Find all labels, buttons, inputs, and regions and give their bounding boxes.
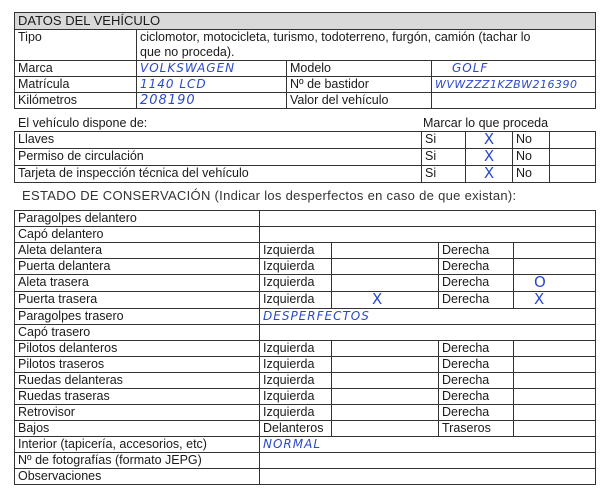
si-checkbox[interactable] <box>466 132 513 149</box>
bastidor-label: Nº de bastidor <box>287 77 432 93</box>
izquierda-label: Izquierda <box>260 341 332 357</box>
observaciones-value[interactable] <box>260 469 596 485</box>
delanteros-label: Delanteros <box>260 421 332 437</box>
marcar-header: Marcar lo que proceda <box>423 116 549 130</box>
izquierda-value[interactable] <box>332 373 439 389</box>
row-label: Aleta trasera <box>15 275 260 292</box>
derecha-value[interactable] <box>514 259 596 275</box>
izquierda-value[interactable] <box>332 341 439 357</box>
modelo-label: Modelo <box>287 61 432 77</box>
x-mark-icon: X <box>483 148 495 165</box>
si-checkbox[interactable] <box>466 149 513 166</box>
row-label: Puerta trasera <box>15 292 260 309</box>
izquierda-label: Izquierda <box>260 373 332 389</box>
row-label: Pilotos traseros <box>15 357 260 373</box>
paragolpes-trasero-value[interactable]: DESPERFECTOS <box>260 309 596 325</box>
row-label: Retrovisor <box>15 405 260 421</box>
derecha-label: Derecha <box>439 275 514 292</box>
derecha-value[interactable] <box>514 292 596 309</box>
izquierda-value[interactable] <box>332 357 439 373</box>
modelo-value[interactable]: GOLF <box>432 61 596 77</box>
si-label: Si <box>422 149 466 166</box>
row-label: Capó trasero <box>15 325 260 341</box>
tipo-text-line2: que no proceda). <box>140 45 235 59</box>
capo-trasero-value[interactable] <box>260 325 596 341</box>
estado-table <box>14 210 596 485</box>
circle-mark-icon: O <box>534 274 546 291</box>
row-label: Paragolpes trasero <box>15 309 260 325</box>
estado-title: ESTADO DE CONSERVACIÓN (Indicar los desperfectos en caso de que existan): <box>22 188 517 203</box>
row-label: Observaciones <box>15 469 260 485</box>
dispone-row-label: Llaves <box>15 132 422 149</box>
no-label: No <box>513 166 550 183</box>
no-checkbox[interactable] <box>550 132 596 149</box>
no-checkbox[interactable] <box>550 149 596 166</box>
paragolpes-delantero-value[interactable] <box>260 211 596 227</box>
fotografias-value[interactable] <box>260 453 596 469</box>
derecha-value[interactable] <box>514 405 596 421</box>
x-mark-icon: X <box>372 291 383 308</box>
row-label: Capó delantero <box>15 227 260 243</box>
no-label: No <box>513 132 550 149</box>
si-label: Si <box>422 166 466 183</box>
derecha-label: Derecha <box>439 259 514 275</box>
dispone-row-label: Tarjeta de inspección técnica del vehículo <box>15 166 422 183</box>
derecha-label: Derecha <box>439 405 514 421</box>
izquierda-label: Izquierda <box>260 405 332 421</box>
derecha-label: Derecha <box>439 357 514 373</box>
izquierda-value[interactable] <box>332 275 439 292</box>
derecha-value[interactable] <box>514 275 596 292</box>
dispone-table <box>14 131 596 183</box>
izquierda-label: Izquierda <box>260 259 332 275</box>
derecha-label: Derecha <box>439 341 514 357</box>
derecha-value[interactable] <box>514 243 596 259</box>
matricula-value[interactable]: 1140 LCD <box>137 77 287 93</box>
row-label: Pilotos delanteros <box>15 341 260 357</box>
izquierda-label: Izquierda <box>260 243 332 259</box>
no-checkbox[interactable] <box>550 166 596 183</box>
bastidor-value[interactable]: WVWZZZ1KZBW216390 <box>432 77 596 93</box>
izquierda-value[interactable] <box>332 405 439 421</box>
izquierda-label: Izquierda <box>260 389 332 405</box>
derecha-label: Derecha <box>439 373 514 389</box>
datos-table <box>14 12 596 109</box>
row-label: Nº de fotografías (formato JEPG) <box>15 453 260 469</box>
valor-label: Valor del vehículo <box>287 93 432 109</box>
marca-value[interactable]: VOLKSWAGEN <box>137 61 287 77</box>
x-mark-icon: X <box>483 165 495 182</box>
dispone-row-label: Permiso de circulación <box>15 149 422 166</box>
x-mark-icon: X <box>534 291 545 308</box>
izquierda-value[interactable] <box>332 389 439 405</box>
izquierda-value[interactable] <box>332 243 439 259</box>
derecha-value[interactable] <box>514 341 596 357</box>
izquierda-value[interactable] <box>332 259 439 275</box>
row-label: Aleta delantera <box>15 243 260 259</box>
si-checkbox[interactable] <box>466 166 513 183</box>
izquierda-label: Izquierda <box>260 357 332 373</box>
derecha-value[interactable] <box>514 373 596 389</box>
tipo-text <box>137 30 596 61</box>
km-label: Kilómetros <box>15 93 137 109</box>
valor-value[interactable] <box>432 93 596 109</box>
izquierda-label: Izquierda <box>260 292 332 309</box>
x-mark-icon: X <box>483 131 495 148</box>
dispone-intro: El vehículo dispone de: <box>18 116 148 130</box>
no-label: No <box>513 149 550 166</box>
delanteros-value[interactable] <box>332 421 439 437</box>
row-label: Ruedas delanteras <box>15 373 260 389</box>
row-label: Bajos <box>15 421 260 437</box>
derecha-label: Derecha <box>439 243 514 259</box>
interior-value[interactable]: NORMAL <box>260 437 596 453</box>
row-label: Paragolpes delantero <box>15 211 260 227</box>
derecha-label: Derecha <box>439 292 514 309</box>
traseros-label: Traseros <box>439 421 514 437</box>
derecha-value[interactable] <box>514 357 596 373</box>
tipo-label: Tipo <box>15 30 137 61</box>
km-value[interactable]: 208190 <box>137 93 287 109</box>
derecha-value[interactable] <box>514 389 596 405</box>
row-label: Ruedas traseras <box>15 389 260 405</box>
row-label: Interior (tapicería, accesorios, etc) <box>15 437 260 453</box>
derecha-label: Derecha <box>439 389 514 405</box>
izquierda-value[interactable] <box>332 292 439 309</box>
capo-delantero-value[interactable] <box>260 227 596 243</box>
row-label: Puerta delantera <box>15 259 260 275</box>
datos-title: DATOS DEL VEHÍCULO <box>15 13 596 30</box>
si-label: Si <box>422 132 466 149</box>
marca-label: Marca <box>15 61 137 77</box>
matricula-label: Matrícula <box>15 77 137 93</box>
traseros-value[interactable] <box>514 421 596 437</box>
tipo-text-line1: ciclomotor, motocicleta, turismo, todoterreno, furgón, camión (tachar lo <box>140 30 531 44</box>
izquierda-label: Izquierda <box>260 275 332 292</box>
